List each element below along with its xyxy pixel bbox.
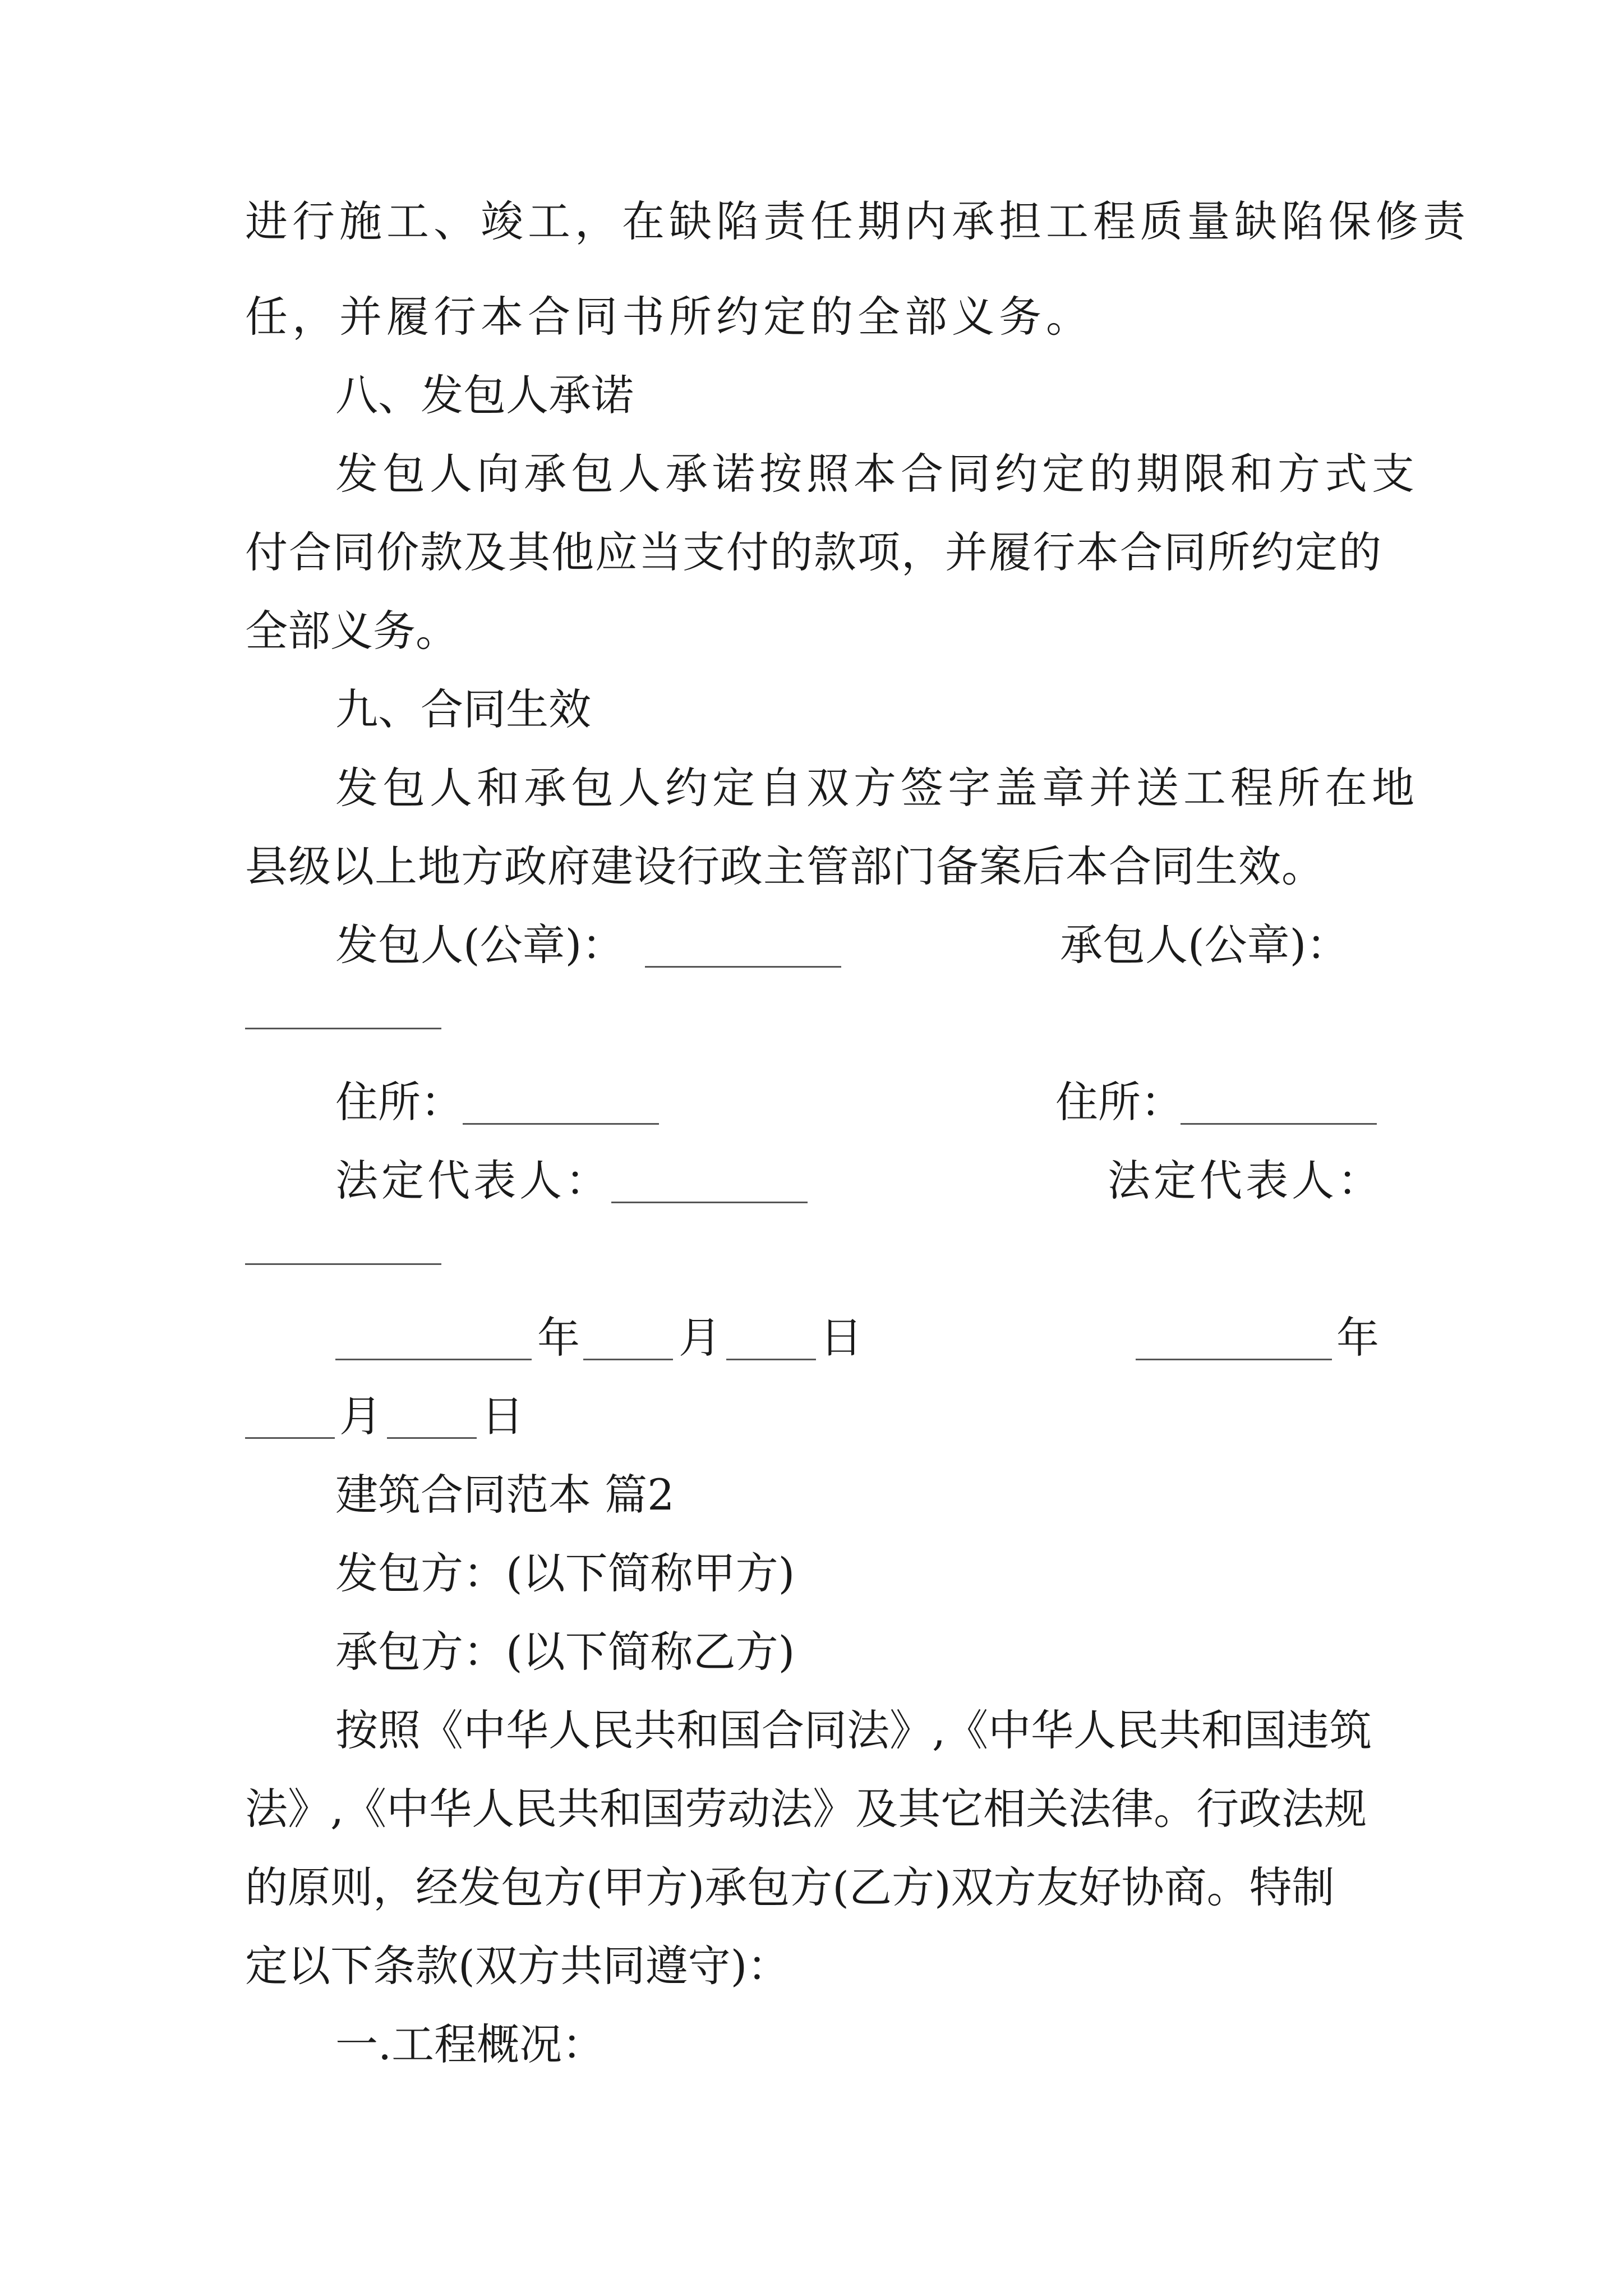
text: 付合同价款及其他应当支付的款项，并履行本合同所约定的 bbox=[245, 527, 1382, 577]
text: 进行施工、竣工，在缺陷责任期内承担工程质量缺陷保修责 bbox=[245, 196, 1470, 246]
body-line bbox=[0, 1857, 1623, 1918]
text: 九、合同生效 bbox=[335, 684, 591, 734]
section-heading bbox=[0, 365, 1623, 426]
legal-rep-b-blank bbox=[245, 1228, 441, 1265]
address-b-label: 住所： bbox=[1055, 1077, 1183, 1127]
legal-rep-row bbox=[0, 1150, 1623, 1212]
text: 一.工程概况： bbox=[335, 2019, 605, 2069]
year-a-label: 年 bbox=[537, 1313, 580, 1363]
body-line bbox=[0, 836, 1623, 898]
day-a-blank bbox=[726, 1324, 816, 1360]
legal-rep-a-blank bbox=[611, 1167, 808, 1203]
year-a-blank bbox=[335, 1324, 532, 1360]
body-line bbox=[0, 443, 1623, 505]
text: 发包人和承包人约定自双方签字盖章并送工程所在地 bbox=[335, 763, 1419, 813]
text: 发包人向承包人承诺按照本合同约定的期限和方式支 bbox=[335, 449, 1419, 499]
legal-rep-a-label: 法定代表人： bbox=[335, 1156, 611, 1205]
party-b-seal-blank bbox=[245, 993, 441, 1029]
address-a-label: 住所： bbox=[335, 1077, 463, 1127]
party-b-line bbox=[0, 1621, 1623, 1683]
address-row bbox=[0, 1071, 1623, 1133]
body-line bbox=[0, 286, 1623, 348]
text: 建筑合同范本 篇2 bbox=[335, 1470, 675, 1520]
body-line bbox=[0, 1935, 1623, 1997]
party-a-seal-label: 发包人(公章)： bbox=[335, 920, 625, 970]
month-b-blank bbox=[245, 1402, 335, 1439]
year-b-blank bbox=[1136, 1324, 1332, 1360]
month-b-label: 月 bbox=[339, 1391, 382, 1441]
address-b-blank bbox=[1181, 1088, 1377, 1125]
section2-heading bbox=[0, 1464, 1623, 1526]
month-a-label: 月 bbox=[679, 1313, 721, 1363]
date-row bbox=[0, 1307, 1623, 1369]
party-a-line bbox=[0, 1543, 1623, 1604]
text: 承包方：(以下简称乙方) bbox=[335, 1627, 795, 1677]
body-line bbox=[0, 191, 1623, 252]
body-line bbox=[0, 600, 1623, 662]
year-b-label: 年 bbox=[1336, 1313, 1379, 1363]
text: 全部义务。 bbox=[245, 606, 458, 656]
text: 县级以上地方政府建设行政主管部门备案后本合同生效。 bbox=[245, 841, 1325, 891]
body-line bbox=[0, 1778, 1623, 1840]
legal-rep-b-label: 法定代表人： bbox=[1108, 1156, 1384, 1205]
month-a-blank bbox=[583, 1324, 673, 1360]
text: 按照《中华人民共和国合同法》,《中华人民共和国违筑 bbox=[335, 1705, 1372, 1755]
text: 发包方：(以下简称甲方) bbox=[335, 1548, 795, 1598]
text: 定以下条款(双方共同遵守)： bbox=[245, 1941, 790, 1991]
text: 八、发包人承诺 bbox=[335, 370, 634, 420]
body-line bbox=[0, 522, 1623, 583]
signature-seal-row bbox=[0, 914, 1623, 976]
day-b-label: 日 bbox=[481, 1391, 524, 1441]
party-b-seal-label: 承包人(公章)： bbox=[1060, 920, 1349, 970]
text: 的原则，经发包方(甲方)承包方(乙方)双方友好协商。特制 bbox=[245, 1862, 1335, 1912]
address-a-blank bbox=[463, 1088, 659, 1125]
item-heading bbox=[0, 2014, 1623, 2076]
text: 任，并履行本合同书所约定的全部义务。 bbox=[245, 292, 1093, 342]
body-line bbox=[0, 1700, 1623, 1761]
date-row-continued bbox=[0, 1386, 1623, 1447]
signature-blank-row bbox=[0, 993, 1623, 1055]
legal-rep-blank-row bbox=[0, 1228, 1623, 1290]
day-a-label: 日 bbox=[820, 1313, 863, 1363]
section-heading bbox=[0, 679, 1623, 740]
party-a-seal-blank bbox=[645, 931, 841, 968]
text: 法》,《中华人民共和国劳动法》及其它相关法律。行政法规 bbox=[245, 1784, 1367, 1834]
day-b-blank bbox=[387, 1402, 477, 1439]
body-line bbox=[0, 757, 1623, 819]
